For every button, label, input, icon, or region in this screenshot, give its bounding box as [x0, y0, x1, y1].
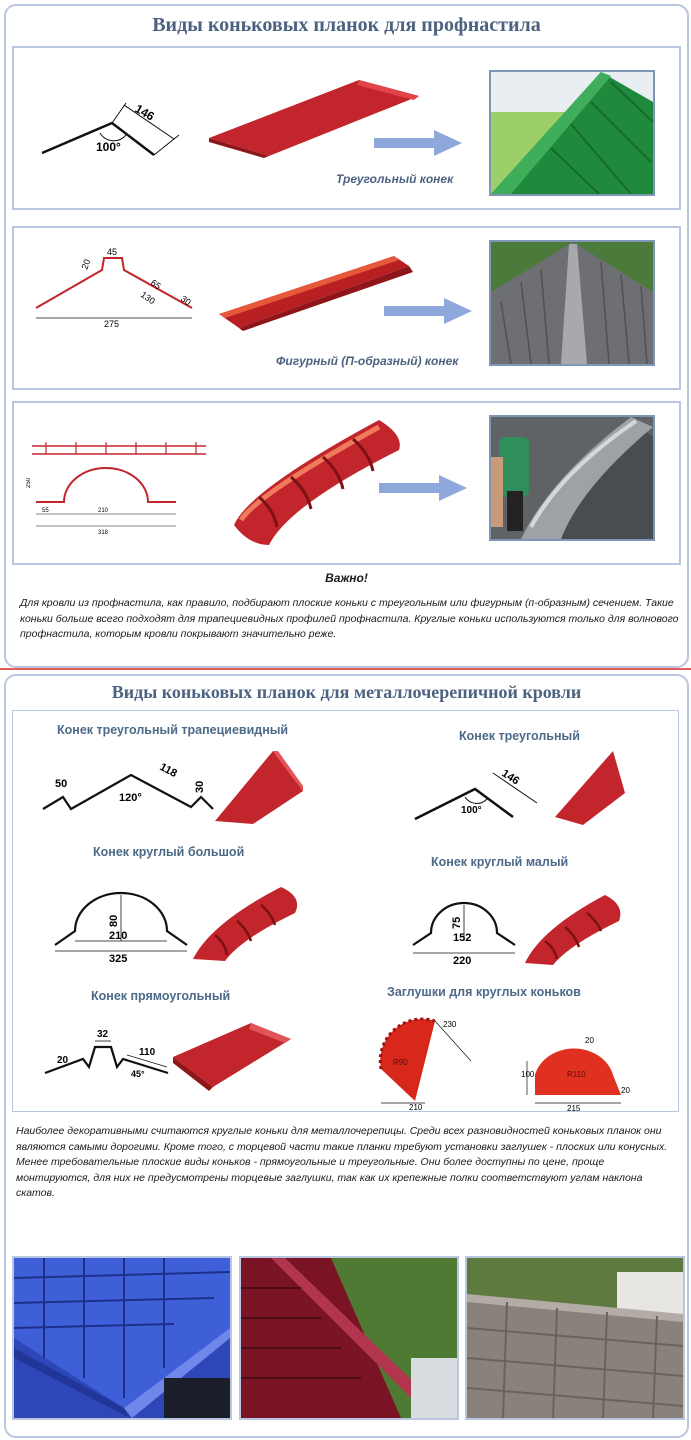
caption-figured: Фигурный (П-образный) конек — [276, 354, 459, 368]
ridge-round-small-image — [523, 891, 623, 966]
diagram-cone-cap — [371, 1011, 481, 1111]
diagram-rectangular — [43, 1011, 173, 1091]
label-round-small: Конек круглый малый — [431, 855, 569, 869]
dim-120deg: 120° — [119, 792, 142, 804]
dim-220: 220 — [453, 955, 472, 967]
dim-r90: R90 — [393, 1058, 408, 1067]
important-label: Важно! — [325, 571, 368, 585]
dim-110: 110 — [139, 1047, 156, 1058]
diagram-triangular-2 — [413, 751, 548, 831]
section-profnastil — [4, 4, 689, 668]
dim-55: 55 — [42, 508, 49, 514]
section1-title: Виды коньковых планок для профнастила — [152, 14, 541, 36]
label-end-caps: Заглушки для круглых коньков — [387, 985, 581, 999]
diagram-round-large — [51, 879, 191, 969]
dim-230: 230 — [443, 1020, 457, 1029]
dim-20-cap-top: 20 — [585, 1036, 594, 1045]
diagram-triangular — [34, 83, 184, 173]
photo-green-roof — [489, 70, 655, 196]
photo-brown-metal-tile — [465, 1256, 685, 1420]
dim-130: 130 — [138, 289, 157, 307]
dim-45: 45 — [107, 248, 118, 257]
dim-152: 152 — [453, 932, 472, 944]
label-triangular: Конек треугольный — [459, 729, 580, 743]
label-triangular-trapezoid: Конек треугольный трапециевидный — [57, 723, 289, 737]
arrow-1 — [374, 128, 464, 158]
dim-210: 210 — [109, 930, 128, 942]
dim-146-2: 146 — [499, 767, 522, 788]
diagram-figured — [32, 248, 197, 328]
dim-210-cap: 210 — [409, 1103, 423, 1111]
dim-20-cap-side: 20 — [621, 1086, 630, 1095]
items-box — [12, 710, 679, 1112]
dim-30: 30 — [194, 780, 206, 793]
dim-20: 20 — [79, 257, 93, 271]
row-triangular — [12, 46, 681, 210]
photo-maroon-metal-tile — [239, 1256, 459, 1420]
dim-45deg: 45° — [131, 1069, 145, 1079]
diagram-triangular-trapezoid — [41, 749, 216, 829]
dim-275: 275 — [104, 319, 120, 328]
dim-318: 318 — [98, 530, 109, 536]
diagram-flat-cap — [521, 1031, 631, 1111]
label-rectangular: Конек прямоугольный — [91, 989, 231, 1003]
diagram-round — [26, 438, 211, 538]
diagram-round-small — [409, 887, 519, 967]
dim-20-rect: 20 — [57, 1055, 69, 1066]
section2-note: Наиболее декоративными считаются круглые коньки для металлочерепицы. Среди всех разновидностей коньковых планок они являются самыми дорогими. Кроме того, с торцевой части такие планки требуют установки заглушек - плоских или конусных. Менее требовательные плоские виды коньков - прямоугольные и треугольные. Они более доступны по цене, проще монтируются, для них не предусмотрены торцевые заглушки, так как их крепежные полки соответствуют углам наклона скатов. — [16, 1125, 668, 1199]
section2-title: Виды коньковых планок для металлочерепичной кровли — [111, 682, 582, 702]
ridge-round-large-image — [191, 883, 301, 963]
photo-blue-metal-tile — [12, 1256, 232, 1420]
section-metal-tile — [4, 674, 689, 1438]
row-round — [12, 401, 681, 565]
dim-75: 75 — [451, 916, 463, 929]
label-round-large: Конек круглый большой — [93, 845, 245, 859]
dim-30: 30 — [178, 293, 193, 308]
ridge-triangular-2-image — [553, 747, 628, 827]
dim-r110: R110 — [567, 1070, 586, 1079]
arrow-3 — [379, 473, 469, 503]
section1-note: Для кровли из профнастила, как правило, подбирают плоские коньки с треугольным или фигурным (п-образным) сечением. Такие коньки больше всего подходят для трапециевидных профилей профнастила. Круглые коньки используются только для волнового профнастила, которым кровли покрывают значительно реже. — [20, 597, 679, 640]
dim-250: 250 — [26, 477, 32, 488]
dim-325: 325 — [109, 953, 128, 965]
dim-210: 210 — [98, 508, 109, 514]
dim-100deg-2: 100° — [461, 805, 482, 816]
photo-round-ridge-drill — [489, 415, 655, 541]
dim-32: 32 — [97, 1029, 109, 1040]
dim-50: 50 — [55, 778, 68, 790]
dim-65: 65 — [148, 277, 163, 292]
dim-215: 215 — [567, 1104, 581, 1111]
ridge-rectangular-image — [173, 1021, 293, 1091]
caption-triangular: Треугольный конек — [336, 172, 454, 186]
dim-146: 146 — [132, 101, 157, 124]
row-figured — [12, 226, 681, 390]
section-divider — [0, 668, 691, 670]
photo-grey-roof — [489, 240, 655, 366]
dim-100: 100 — [521, 1070, 535, 1079]
arrow-2 — [384, 296, 474, 326]
dim-80: 80 — [108, 914, 120, 927]
dim-100deg: 100° — [96, 140, 121, 154]
dim-118: 118 — [157, 761, 179, 780]
ridge-trapezoid-image — [213, 746, 303, 826]
ridge-round-image — [229, 415, 404, 550]
